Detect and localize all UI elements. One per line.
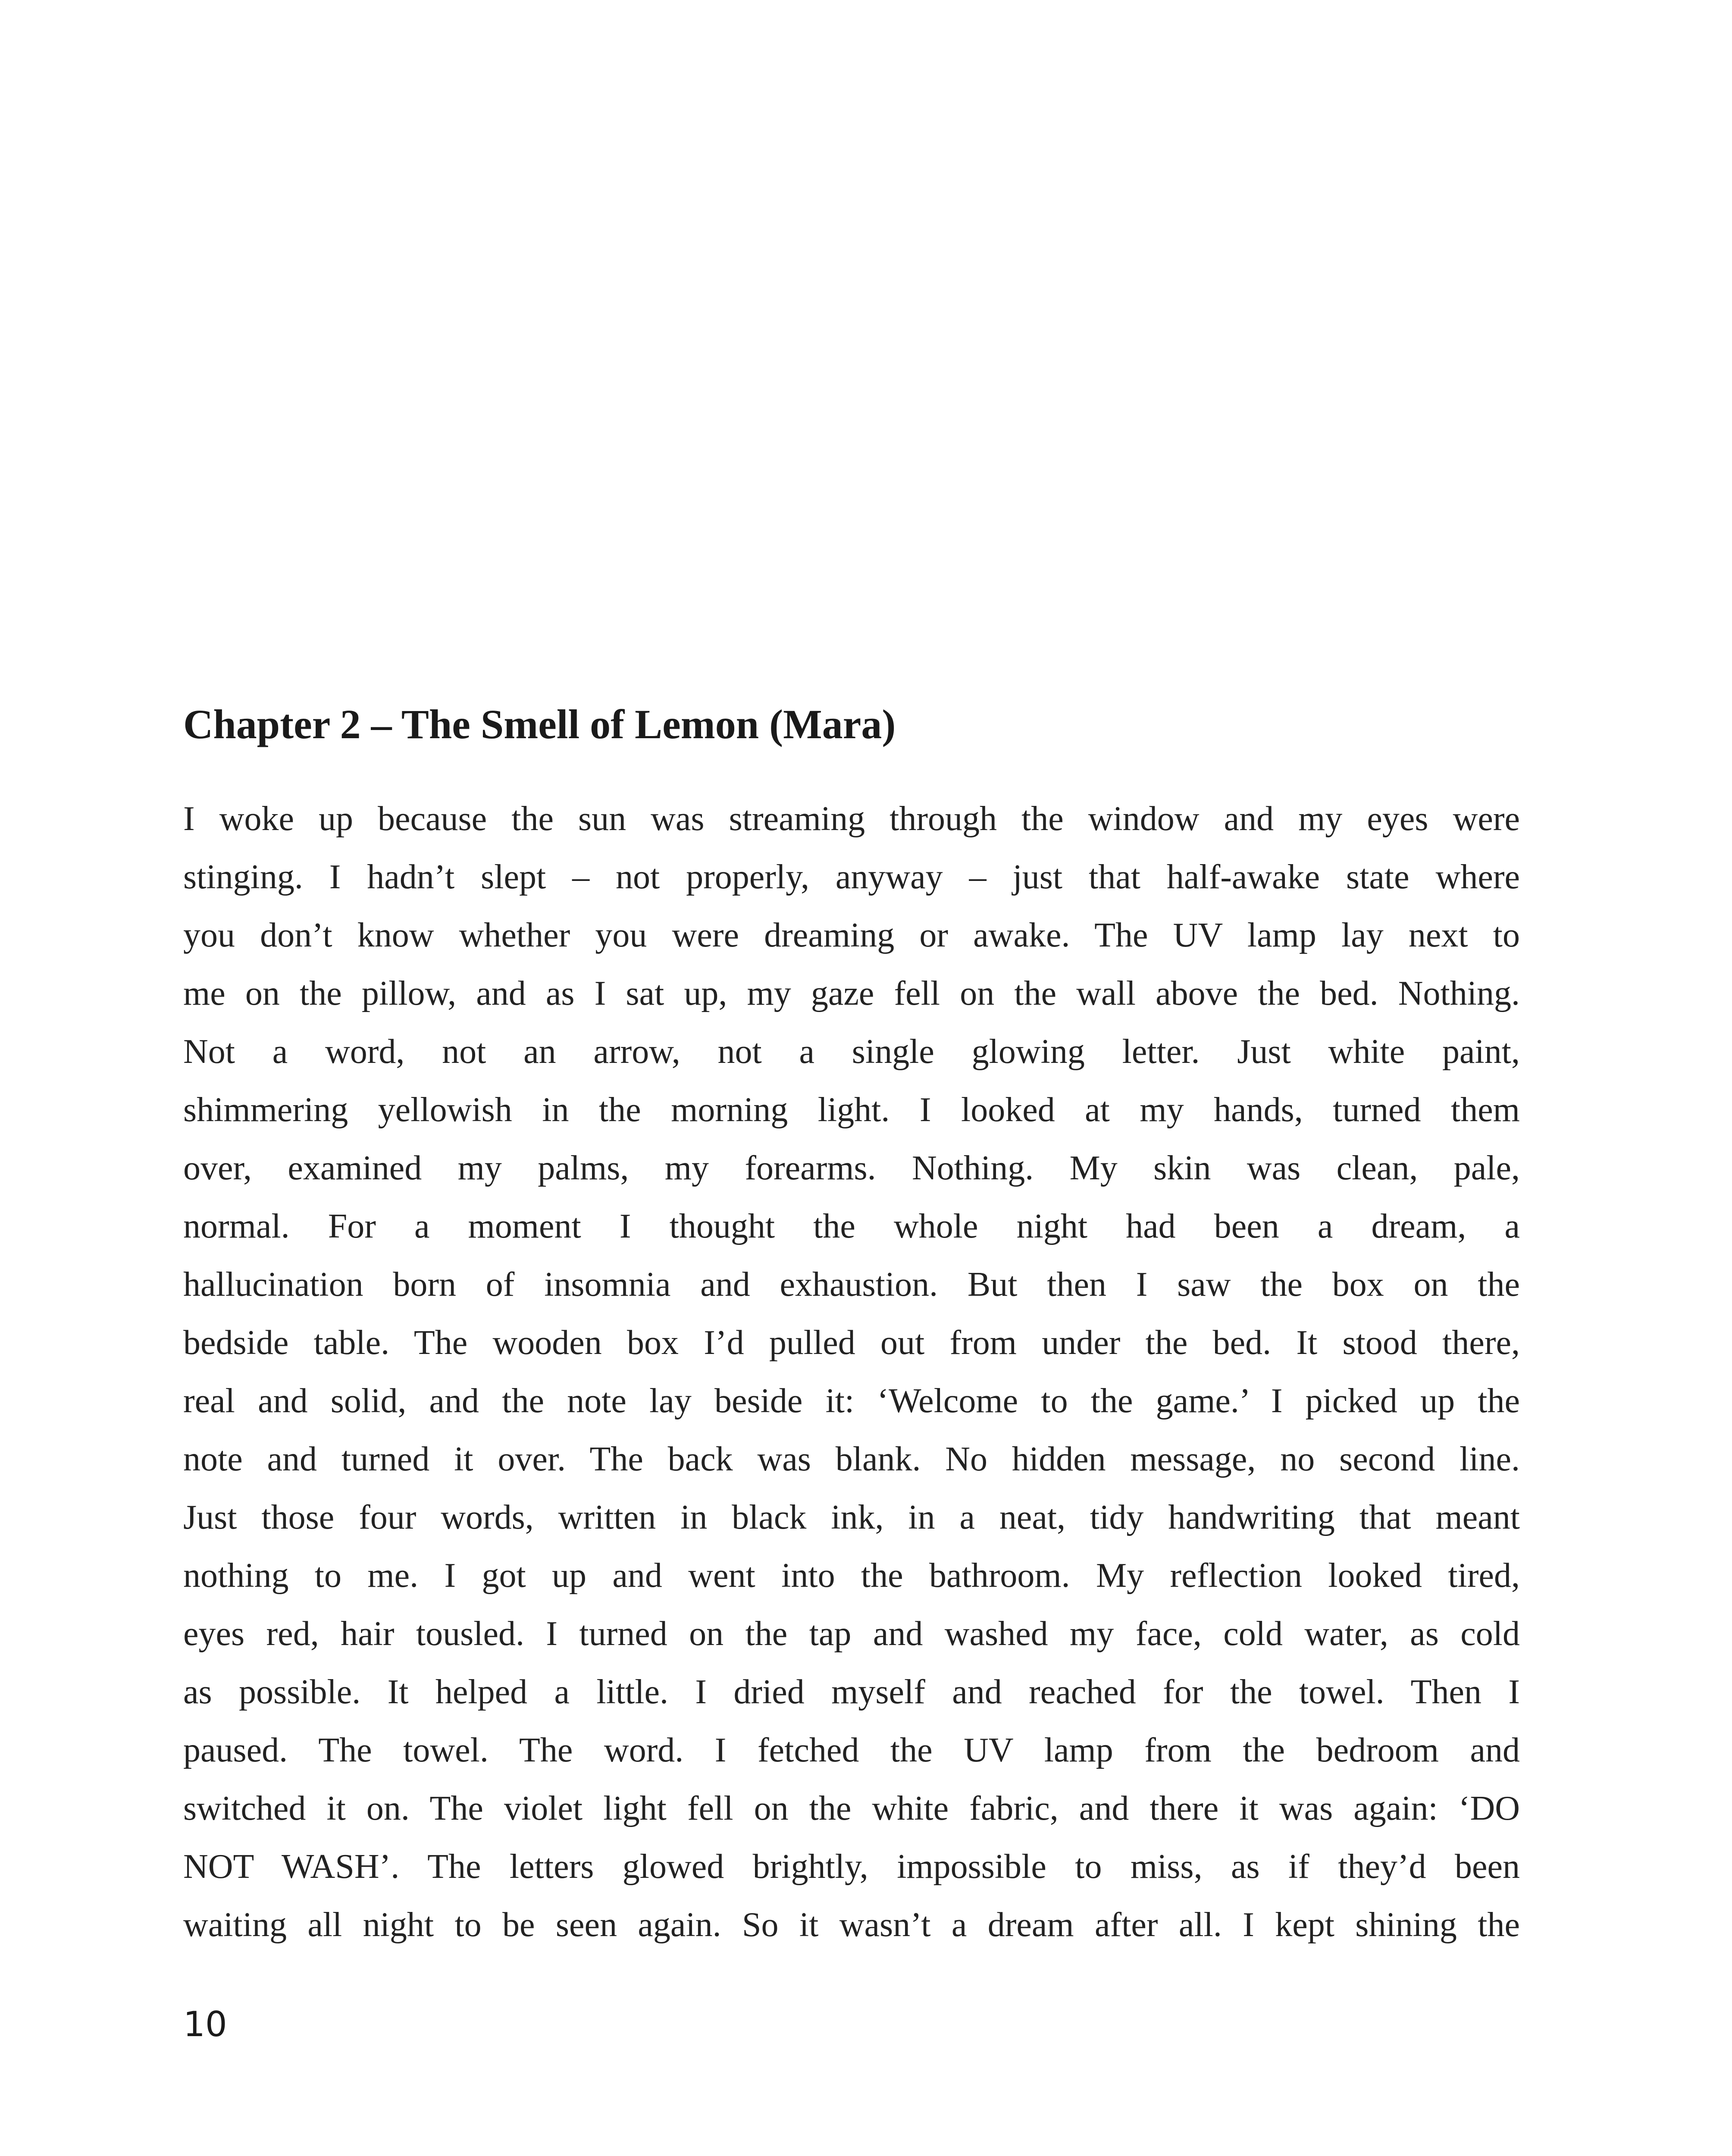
text-line: paused. The towel. The word. I fetched the UV lamp from the bedroom and [183, 1731, 1520, 1769]
chapter-title: Chapter 2 – The Smell of Lemon (Mara) [183, 701, 896, 747]
text-line: as possible. It helped a little. I dried myself and reached for the towel. Then I [183, 1673, 1520, 1711]
text-line: shimmering yellowish in the morning light. I looked at my hands, turned them [183, 1091, 1520, 1129]
page-number: 10 [183, 2004, 227, 2044]
text-line: Not a word, not an arrow, not a single glowing letter. Just white paint, [183, 1033, 1520, 1071]
body-paragraph [183, 790, 1520, 1954]
text-line: waiting all night to be seen again. So it wasn’t a dream after all. I kept shining the [183, 1906, 1520, 1944]
text-line: hallucination born of insomnia and exhaustion. But then I saw the box on the [183, 1266, 1520, 1304]
text-line: normal. For a moment I thought the whole night had been a dream, a [183, 1207, 1520, 1245]
text-line: over, examined my palms, my forearms. Nothing. My skin was clean, pale, [183, 1149, 1520, 1187]
text-line: I woke up because the sun was streaming through the window and my eyes were [183, 800, 1520, 838]
text-line: stinging. I hadn’t slept – not properly, anyway – just that half-awake state where [183, 858, 1520, 896]
text-line: real and solid, and the note lay beside it: ‘Welcome to the game.’ I picked up the [183, 1382, 1520, 1420]
text-line: switched it on. The violet light fell on the white fabric, and there it was again: ‘DO [183, 1789, 1520, 1827]
text-line: eyes red, hair tousled. I turned on the tap and washed my face, cold water, as cold [183, 1615, 1520, 1653]
text-line: you don’t know whether you were dreaming or awake. The UV lamp lay next to [183, 916, 1520, 954]
text-line: note and turned it over. The back was blank. No hidden message, no second line. [183, 1440, 1520, 1478]
text-line: nothing to me. I got up and went into the bathroom. My reflection looked tired, [183, 1557, 1520, 1595]
text-line: bedside table. The wooden box I’d pulled out from under the bed. It stood there, [183, 1324, 1520, 1362]
text-line: me on the pillow, and as I sat up, my gaze fell on the wall above the bed. Nothing. [183, 975, 1520, 1012]
text-line: NOT WASH’. The letters glowed brightly, impossible to miss, as if they’d been [183, 1848, 1520, 1886]
text-line: Just those four words, written in black ink, in a neat, tidy handwriting that meant [183, 1498, 1520, 1536]
